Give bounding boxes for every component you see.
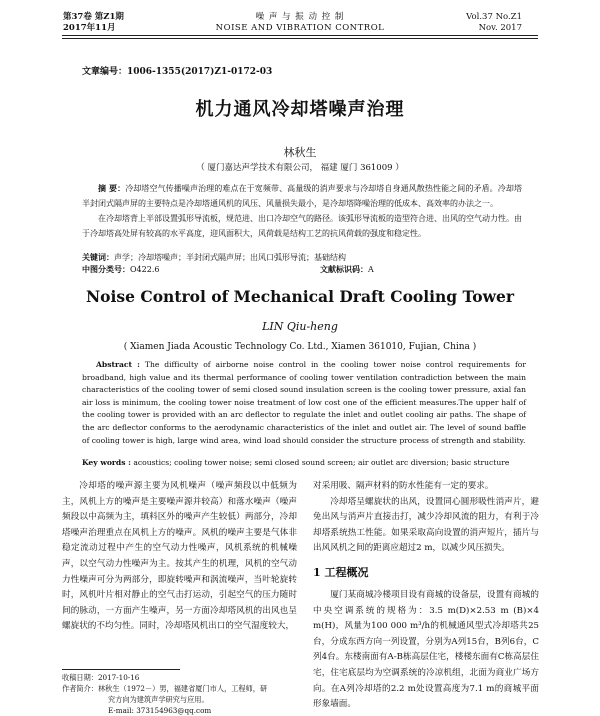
date-line: 2017年11月 — [63, 23, 116, 33]
body-para: 冷却塔呈螺旋状的出风，设置同心圆形吸性消声片，避免出风与消声片直接击打，减少冷却风流的阻力，有利于冷却塔系统热工性能。如果采取高向设置的消声短片，插片与出风风机之间的距离应超过2 m，以减少风压损失。 — [313, 496, 539, 554]
abstract-cn-label: 摘 要： — [98, 183, 126, 193]
affiliation-en: ( Xiamen Jiada Acoustic Technology Co. Ltd., Xiamen 361010, Fujian, China ) — [123, 342, 477, 352]
document-code-value: A — [368, 265, 374, 274]
author-cn: 林秋生 — [283, 146, 317, 159]
body-column-left — [62, 479, 297, 635]
abstract-en — [82, 359, 526, 447]
abstract-cn-text-1: 冷却塔空气传播噪声治理的难点在于宽频带、高量级的消声要求与冷却塔自身通风散热性能之间的矛盾。冷却塔半封闭式隔声屏的主要特点是冷却塔通风机的风压、风量损失最小，是冷却塔降噪治理的低成本、高效率的办法之一。 — [82, 184, 522, 208]
title-cn: 机力通风冷却塔噪声治理 — [195, 99, 405, 120]
header-rule — [62, 35, 538, 36]
keywords-cn-text: 声学；冷却塔噪声；半封闭式隔声屏；出风口弧形导流；基础结构 — [114, 253, 346, 262]
article-number: 文章编号：1006-1355(2017)Z1-0172-03 — [82, 67, 273, 77]
abstract-en-text: The difficulty of airborne noise control in the cooling tower noise control requirements for broadband, high value and its thermal performance of cooling tower ventilation contradiction between the main characteristics of the cooling tower of semi closed sound insulation screen is the cooling tower pressure, axial fan air loss is minimum, the cooling tower noise treatment of low cost one of the efficient measures.The upper half of the cooling tower is provided with an arc deflector to regulate the inlet and outlet cooling air paths. The shape of the arc deflector conforms to the aerodynamic characteristics of the inlet and outlet air. The level of sound baffle of cooling tower is high, large wind area, wind load should consider the structure process of strength and stability. — [82, 360, 526, 445]
keywords-cn-label: 关键词： — [82, 252, 114, 262]
journal-name-cn: 噪 声 与 振 动 控 制 — [255, 12, 345, 22]
clc-value: O422.6 — [130, 265, 160, 274]
body-column-right — [313, 479, 539, 713]
author-bio: 作者简介：林秋生（1972－）男，福建省厦门市人，工程师，研 — [62, 684, 268, 693]
keywords-en-text: acoustics; cooling tower noise; semi closed sound screen; air outlet arc diversion; basic structure — [133, 458, 510, 467]
document-code-label: 文献标识码： — [320, 264, 368, 274]
keywords-cn — [82, 251, 522, 264]
affiliation-cn: （ 厦门嘉达声学技术有限公司， 福建 厦门 361009 ） — [196, 163, 404, 173]
keywords-en-label: Key words : — [82, 458, 131, 467]
volume-line-en: Vol.37 No.Z1 — [466, 12, 522, 22]
abstract-cn-para-1 — [82, 181, 522, 211]
body-para: 冷却塔的噪声源主要为风机噪声（噪声频段以中低频为主，风机上方的噪声是主要噪声源并较高）和落水噪声（噪声频段以中高频为主，填料区外的噪声产生较低）两部分，冷却塔噪声治理重点在风机上方的噪声。风机的噪声主要是气体非稳定流动过程中产生的空气动力性噪声，风机系统的机械噪声，以空气动力性噪声为主。按其产生的机理，风机的空气动力性噪声可分为两部分，即旋转噪声和涡流噪声，当叶轮旋转时，风机叶片相对静止的空气击打运动，引起空气的压力随时间的脉动，一方面产生噪声，另一方面冷却塔风机的出风也呈螺旋状的不均匀性。同时，冷却塔风机出口的空气湿度较大， — [62, 481, 297, 632]
footnote-rule — [62, 669, 180, 670]
abstract-cn-para-2: 在冷却塔背上半部设置弧形导流板，规范进、出口冷却空气的路径。该弧形导流板的造型符合进、出风的空气动力性。由于冷却塔高处屏有较高的水平高度，迎风面积大，风荷载是结构工艺的抗风荷载的强度和稳定性。 — [82, 214, 522, 238]
author-en: LIN Qiu-heng — [262, 320, 338, 333]
author-bio-continued: 究方向为建筑声学研究与应用。 — [108, 695, 209, 704]
footnote — [62, 672, 298, 716]
journal-volume-en — [466, 12, 522, 34]
abstract-cn — [82, 181, 522, 241]
clc-number — [82, 264, 159, 275]
journal-name-en: NOISE AND VIBRATION CONTROL — [215, 23, 385, 33]
volume-line: 第37卷 第Z1期 — [63, 12, 124, 22]
abstract-en-label: Abstract : — [96, 360, 140, 369]
clc-label: 中图分类号： — [82, 264, 130, 274]
body-para: 厦门某商城冷楼项目设有商城的设备层，设置有商城的中央空调系统的规格为：3.5 m(D)×2.53 m (B)×4 m(H)，风量为100 000 m³/h的机械通风型式冷却塔共25台，分成东西方向一列设置，分别为A列15台，B列6台，C列4台。东楼南面有A-B栋高层住宅，楼楼东面有C栋高层住宅，住宅底层均为空调系统的冷凉机组，北面为商业广场方向。在A列冷却塔的2.2 m处设置高度为7.1 m的商城平面形象墙面。 — [313, 589, 539, 710]
document-code — [320, 264, 374, 275]
keywords-en — [82, 457, 526, 469]
header-rule-thin — [62, 38, 538, 39]
title-en: Noise Control of Mechanical Draft Cooling Tower — [86, 287, 514, 306]
section-heading: 1 工程概况 — [313, 565, 369, 579]
body-para-continued: 对采用吸、隔声材料的防水性能有一定的要求。 — [313, 481, 494, 491]
received-date: 收稿日期：2017-10-16 — [62, 673, 140, 682]
author-email: E-mail: 373154963@qq.com — [108, 706, 212, 715]
date-line-en: Nov. 2017 — [478, 23, 522, 33]
